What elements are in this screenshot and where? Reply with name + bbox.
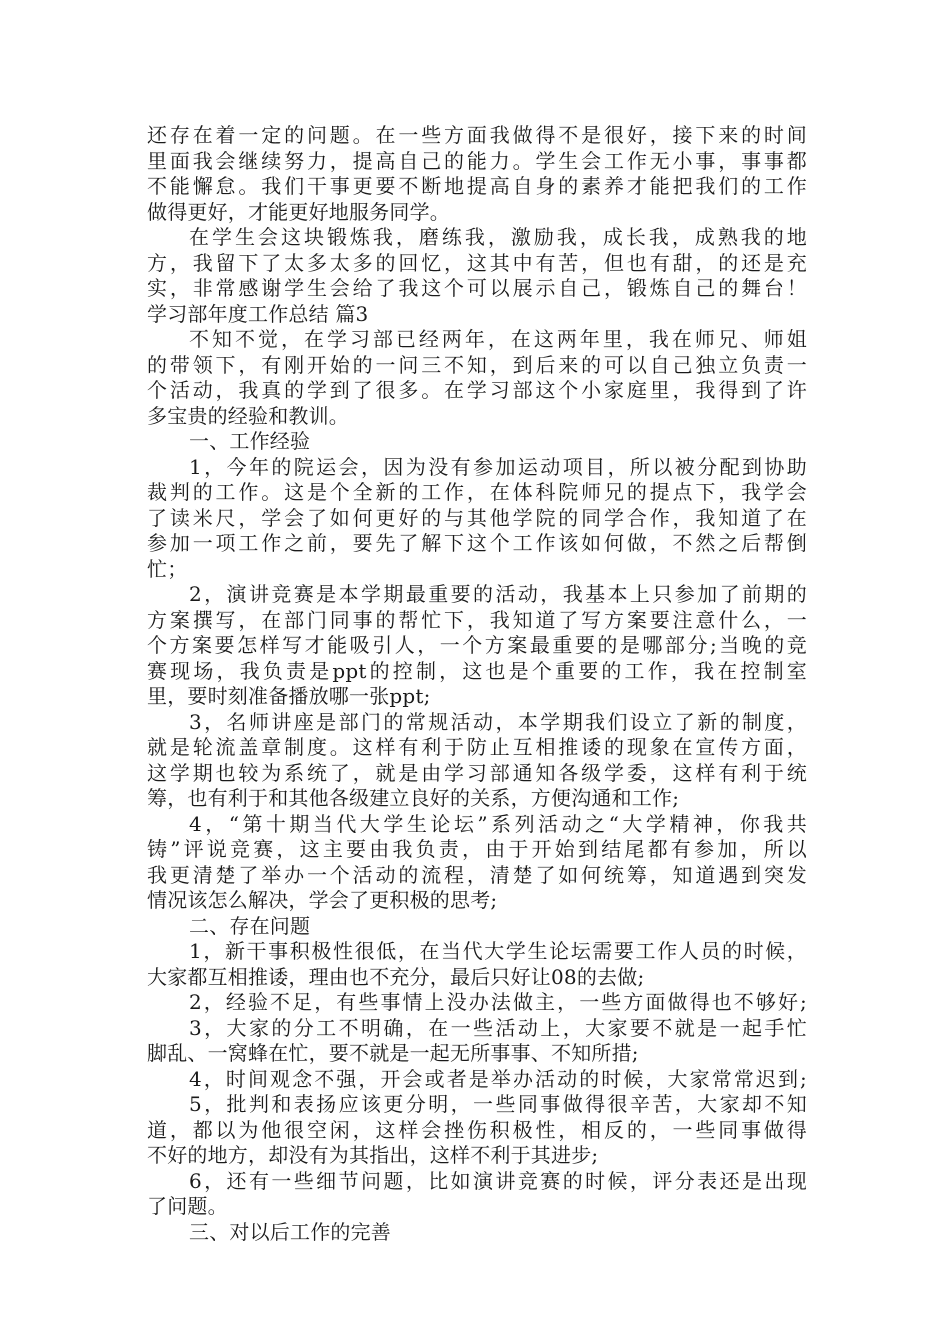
- text-line: 三、对以后工作的完善: [189, 1219, 391, 1244]
- text-line: 2，演讲竞赛是本学期最重要的活动，我基本上只参加了前期的: [189, 582, 807, 606]
- text-line: 就是轮流盖章制度。这样有利于防止互相推诿的现象在宣传方面，: [147, 735, 807, 759]
- text-line: 不知不觉，在学习部已经两年，在这两年里，我在师兄、师姐: [189, 327, 807, 351]
- text-line: 1，今年的院运会，因为没有参加运动项目，所以被分配到协助: [189, 454, 807, 479]
- text-line: 铸”评说竞赛，这主要由我负责，由于开始到结尾都有参加，所以: [147, 837, 807, 861]
- text-line: 6，还有一些细节问题，比如演讲竞赛的时候，评分表还是出现: [189, 1168, 807, 1193]
- text-line: 不能懈怠。我们干事更要不断地提高自身的素养才能把我们的工作: [147, 174, 807, 198]
- text-line: 这学期也较为系统了，就是由学习部通知各级学委，这样有利于统: [147, 760, 807, 785]
- text-line: 了问题。: [147, 1194, 228, 1218]
- text-line: 筹，也有利于和其他各级建立良好的关系，方便沟通和工作;: [147, 786, 680, 810]
- text-line: 多宝贵的经验和教训。: [147, 403, 349, 428]
- text-line: 忙；: [147, 556, 188, 581]
- text-line: 个活动，我真的学到了很多。在学习部这个小家庭里，我得到了许: [147, 378, 807, 402]
- text-line: 个方案要怎样写才能吸引人，一个方案最重要的是哪部分;当晚的竞: [147, 633, 807, 657]
- text-line: 实，非常感谢学生会给了我这个可以展示自己，锻炼自己的舞台！: [147, 276, 807, 300]
- text-line: 参加一项工作之前，要先了解下这个工作该如何做，不然之后帮倒: [147, 531, 807, 555]
- text-line: 二、存在问题: [189, 913, 311, 938]
- text-line: 3，大家的分工不明确，在一些活动上，大家要不就是一起手忙: [189, 1015, 807, 1040]
- text-line: 做得更好，才能更好地服务同学。: [147, 199, 450, 224]
- text-line: 在学生会这块锻炼我，磨练我，激励我，成长我，成熟我的地: [189, 225, 807, 249]
- text-line: 情况该怎么解决，学会了更积极的思考;: [147, 888, 498, 912]
- text-line: 裁判的工作。这是个全新的工作，在体科院师兄的提点下，我学会: [147, 480, 807, 504]
- text-line: 里面我会继续努力，提高自己的能力。学生会工作无小事，事事都: [147, 148, 807, 173]
- text-line: 了读米尺，学会了如何更好的与其他学院的同学合作，我知道了在: [147, 505, 807, 530]
- text-line: 我更清楚了举办一个活动的流程，清楚了如何统筹，知道遇到突发: [147, 862, 807, 887]
- text-line: 的带领下，有刚开始的一问三不知，到后来的可以自己独立负责一: [147, 352, 807, 377]
- text-line: 方，我留下了太多太多的回忆，这其中有苦，但也有甜，的还是充: [147, 250, 807, 275]
- text-line: 3，名师讲座是部门的常规活动，本学期我们设立了新的制度，: [189, 709, 807, 734]
- text-line: 赛现场，我负责是ppt的控制，这也是个重要的工作，我在控制室: [147, 658, 807, 683]
- text-line: 2，经验不足，有些事情上没办法做主，一些方面做得也不够好;: [189, 990, 807, 1014]
- text-line: 5，批判和表扬应该更分明，一些同事做得很辛苦，大家却不知: [189, 1092, 807, 1116]
- text-line: 脚乱、一窝蜂在忙，要不就是一起无所事事、不知所措;: [147, 1041, 639, 1065]
- text-line: 方案撰写，在部门同事的帮忙下，我知道了写方案要注意什么，一: [147, 607, 807, 632]
- text-line: 1，新干事积极性很低，在当代大学生论坛需要工作人员的时候，: [189, 939, 807, 963]
- text-line: 里，要时刻准备播放哪一张ppt;: [147, 684, 431, 708]
- text-line: 4，“第十期当代大学生论坛”系列活动之“大学精神，你我共: [189, 811, 807, 836]
- text-line: 一、工作经验: [189, 429, 311, 453]
- text-line: 还存在着一定的问题。在一些方面我做得不是很好，接下来的时间: [147, 123, 807, 147]
- document-page: [147, 123, 807, 1245]
- text-line: 4，时间观念不强，开会或者是举办活动的时候，大家常常迟到;: [189, 1066, 807, 1091]
- text-line: 大家都互相推诿，理由也不充分，最后只好让08的去做;: [147, 964, 645, 989]
- text-line: 学习部年度工作总结 篇3: [147, 301, 369, 326]
- text-line: 不好的地方，却没有为其指出，这样不利于其进步;: [147, 1143, 599, 1167]
- text-line: 道，都以为他很空闲，这样会挫伤积极性，相反的，一些同事做得: [147, 1117, 807, 1142]
